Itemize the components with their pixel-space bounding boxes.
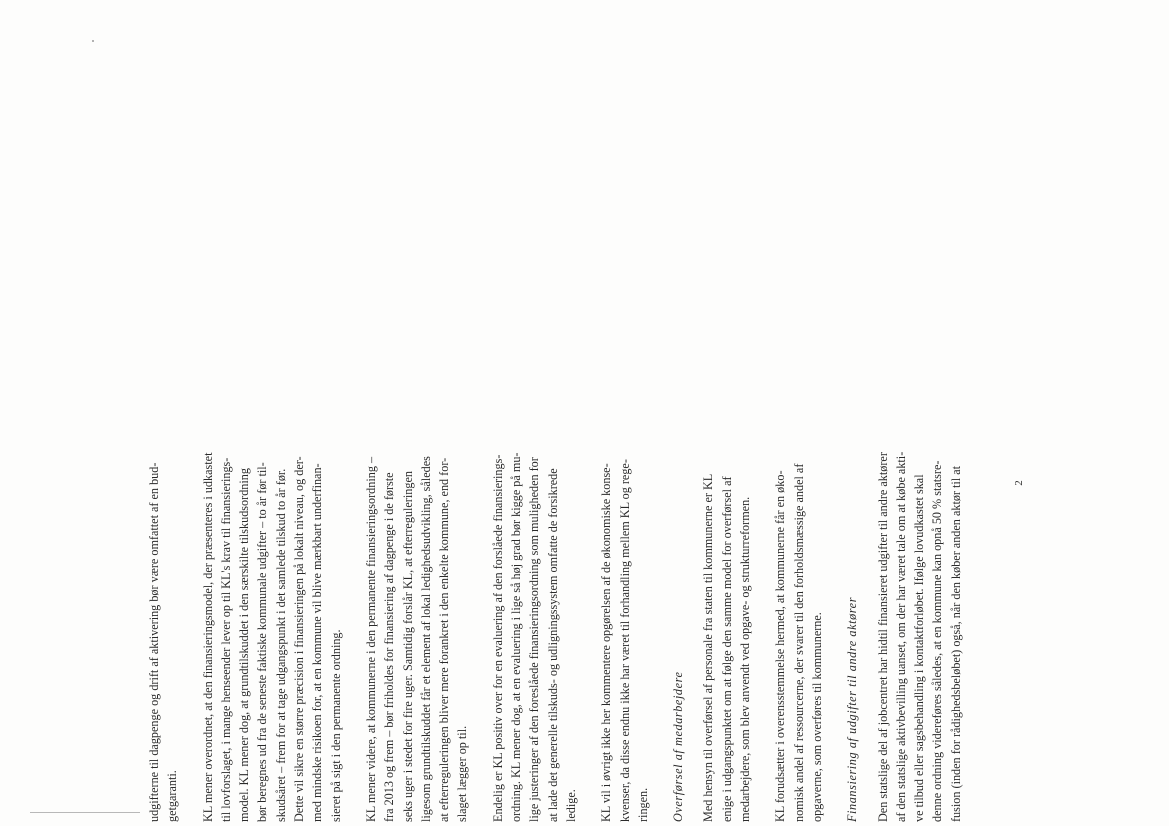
paragraph	[874, 222, 965, 822]
text-line: at lade det generelle tilskuds- og udligningssystem omfatte de forsikrede	[545, 468, 560, 822]
text-line: fra 2013 og frem – bør friholdes for finansiering af dagpenge i de første	[382, 472, 397, 822]
text-line: Endelig er KL positiv over for en evaluering af den forslåede finansierings-	[490, 454, 505, 822]
text-line: Dette vil sikre en større præcision i finansieringen på lokalt niveau, og der-	[292, 456, 307, 822]
text-line: KL mener overordnet, at den finansieringsmodel, der præsenteres i udkastet	[200, 452, 215, 822]
text-line: enige i udgangspunktet om at følge den samme model for overførsel af	[719, 476, 734, 822]
page-number: 2	[1013, 480, 1025, 486]
text-line: KL forudsætter i overensstemmelse hermed, at kommunerne får en øko-	[773, 470, 788, 822]
text-line: ordning. KL mener dog, at en evaluering i lige så høj grad bør kigge på mu-	[509, 452, 524, 822]
text-line: KL mener videre, at kommunerne i den permanente finansieringsordning –	[363, 456, 378, 822]
text-line: Overførsel af medarbejdere	[671, 671, 686, 822]
text-line: nomisk andel af ressourcerne, der svarer til den forholdsmæssige andel af	[791, 463, 806, 822]
text-line: lige justeringer af den foreslåede finansieringsordning som muligheden for	[527, 457, 542, 822]
paragraph	[199, 222, 345, 822]
paragraph	[771, 222, 826, 822]
text-line: Finansiering af udgifter til andre aktører	[845, 596, 860, 822]
text-line: ve tilbud eller sagsbehandling i kontaktforløbet. Ifølge lovudkastet skal	[912, 474, 927, 822]
document-body	[145, 222, 963, 822]
text-line: af den statslige aktivbevilling uanset, om der har været tale om at købe akti-	[893, 451, 908, 822]
text-line: udgifterne til dagpenge og drift af aktivering bør være omfattet af en bud-	[147, 462, 161, 822]
text-line: skudsåret – frem for at tage udgangspunkt i det samlede tilskud to år før.	[273, 468, 288, 822]
paragraph	[362, 222, 472, 822]
text-line: Den statslige del af jobcentret har hidtil finansieret udgifter til andre aktører	[875, 452, 890, 822]
text-line: slaget lægger op til.	[455, 725, 470, 822]
text-line: opgaverne, som overføres til kommunerne.	[809, 612, 824, 822]
text-line: medarbejdere, som blev anvendt ved opgave- og strukturreformen.	[738, 496, 753, 822]
text-line: model. KL mener dog, at grundtilskuddet i den særskilte tilskudsordning	[237, 468, 252, 822]
text-line: Med hensyn til overførsel af personale fra staten til kommunerne er KL	[701, 473, 716, 822]
section-heading	[669, 222, 687, 822]
text-line: denne ordning videreføres således, at en kommune kan opnå 50 % statsre-	[930, 460, 945, 822]
text-line: getgaranti.	[165, 770, 180, 822]
section-heading	[843, 222, 861, 822]
text-line: seks uger i stedet for fire uger. Samtidig forslår KL, at efterreguleringen	[400, 471, 415, 822]
text-line: sieret på sigt i den permanente ordning.	[328, 629, 343, 822]
text-line: ringen.	[635, 787, 650, 822]
text-line: bør beregnes ud fra de seneste faktiske kommunale udgifter – to år før til-	[255, 462, 270, 822]
text-line: med mindske risikoen for, at en kommune vil blive mærkbart underfinan-	[310, 463, 325, 822]
text-line: til lovforslaget, i mange henseender lever op til KL's krav til finansierings-	[218, 457, 233, 822]
text-line: fusion (inden for rådighedsbeløbet) også, når den køber anden aktør til at	[948, 465, 963, 822]
paragraph	[597, 222, 652, 822]
text-line: ledige.	[563, 789, 578, 822]
scan-edge-line	[30, 812, 140, 813]
text-line: kvenser, da disse endnu ikke har været til forhandling mellem KL og rege-	[617, 459, 632, 822]
paragraph	[145, 222, 182, 822]
text-line: ligesom grundtilskuddet får et element af lokal ledighedsudvikling, således	[418, 456, 433, 822]
text-line: KL vil i øvrigt ikke her kommentere opgørelsen af de økonomiske konse-	[599, 463, 614, 822]
text-line: at efterreguleringen bliver mere forankret i den enkelte kommune, end for-	[437, 457, 452, 822]
paragraph	[699, 222, 754, 822]
paragraph	[489, 222, 580, 822]
scan-speck	[92, 40, 94, 42]
